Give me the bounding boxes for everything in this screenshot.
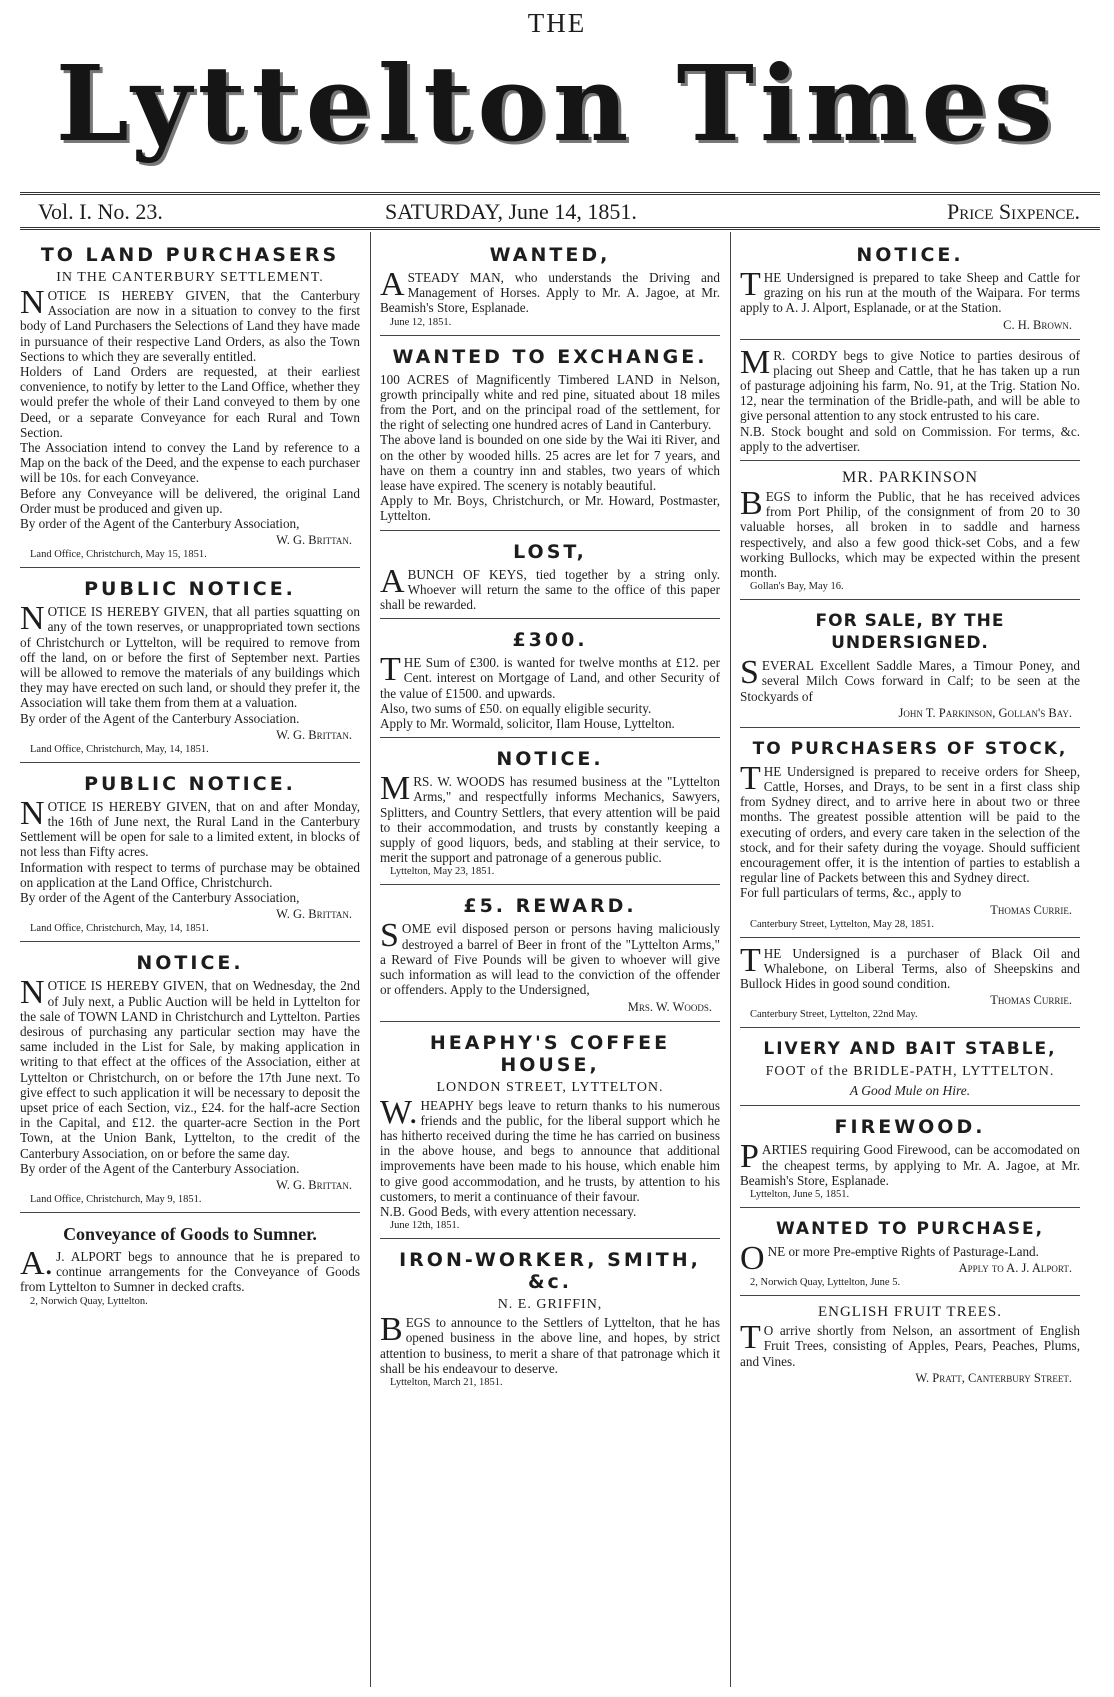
- ad-body: BEGS to inform the Public, that he has received advices from Port Philip, of the consignment of from 20 to 30 valuable horses, all broken in to saddle and harness respectively, and also a few good thick-set Cobs, and a few working Bullocks, which may be expected within the present month.: [740, 485, 1080, 581]
- ad-notice-auction: [20, 946, 360, 1213]
- ad-body: N.B. Good Beds, with every attention necessary.: [380, 1203, 637, 1219]
- ad-body: MRS. W. WOODS has resumed business at the "Lyttelton Arms," and respectfully informs Mechanics, Sawyers, Splitters, and Country Settlers, that every attention will be paid to their accommodation, and trusts by constantly keeping a supply of good liquors, beds, and stabling at their service, to merit the support and patronage of a generous public.: [380, 770, 720, 866]
- ad-dateline: Canterbury Street, Lyttelton, 22nd May.: [750, 1009, 918, 1021]
- ad-body: ASTEADY MAN, who understands the Driving and Management of Horses. Apply to Mr. A. Jagoe, at Mr. Beamish's Store, Esplanade.: [380, 266, 720, 316]
- ad-body: Apply to Mr. Wormald, solicitor, Ilam House, Lyttelton.: [380, 716, 675, 732]
- ad-wanted-exchange: [380, 340, 720, 531]
- ad-dateline: Canterbury Street, Lyttelton, May 28, 1851.: [750, 918, 935, 930]
- ad-body: THE Undersigned is a purchaser of Black Oil and Whalebone, on Liberal Terms, also of Sheepskins and Bullock Hides in good sound condition.: [740, 941, 1080, 992]
- column-middle: [380, 238, 720, 1688]
- ad-dateline: Gollan's Bay, May 16.: [750, 581, 844, 593]
- ad-fruit-trees: [740, 1300, 1080, 1392]
- ad-body: PARTIES requiring Good Firewood, can be accomodated on the cheapest terms, by applying to Mr. A. Jagoe, at Mr. Beamish's Store, Esplanade.: [740, 1138, 1080, 1188]
- ad-land-purchasers: [20, 238, 360, 568]
- ad-heading: £300.: [512, 629, 588, 652]
- ad-body: MR. CORDY begs to give Notice to parties desirous of placing out Sheep and Cattle, that he has taken up a run of pasturage adjoining his farm, No. 91, at the Trig. Station No. 12, near the termination of the Bridle-path, and will be able to give personal attention to any stock entrusted to his care.: [740, 343, 1080, 424]
- ad-heading: WANTED,: [489, 244, 611, 266]
- column-right: [740, 238, 1080, 1688]
- ad-body: N.B. Stock bought and sold on Commission. For terms, &c. apply to the advertiser.: [740, 423, 1080, 454]
- column-rule: [730, 232, 731, 1687]
- ad-body: ONE or more Pre-emptive Rights of Pasturage-Land.: [740, 1239, 1039, 1277]
- ad-heading: TO PURCHASERS OF STOCK,: [752, 738, 1068, 759]
- ad-body: By order of the Agent of the Canterbury Association.: [20, 1160, 300, 1176]
- ad-body: TO arrive shortly from Nelson, an assortment of English Fruit Trees, consisting of Apples, Pears, Peaches, Plums, and Vines.: [740, 1319, 1080, 1369]
- ad-signature: Thomas Currie.: [990, 993, 1072, 1008]
- ad-heading: IRON-WORKER, SMITH, &c.: [399, 1249, 701, 1294]
- ad-notice-grazing: [740, 238, 1080, 340]
- ad-body: Also, two sums of £50. on equally eligible security.: [380, 700, 652, 716]
- ad-heading: LOST,: [513, 540, 587, 563]
- ad-heading: FOR SALE, BY THE UNDERSIGNED.: [815, 611, 1005, 654]
- ad-heading: WANTED TO PURCHASE,: [775, 1218, 1045, 1239]
- masthead: [0, 0, 1114, 190]
- ad-purchasers-stock: [740, 732, 1080, 938]
- ad-signature: Mrs. W. Woods.: [627, 999, 712, 1014]
- column-left: [20, 238, 360, 1688]
- ad-signature: W. G. Brittan.: [276, 907, 352, 922]
- ad-wanted-man: [380, 238, 720, 336]
- ad-notice-woods: [380, 742, 720, 885]
- ad-signature: C. H. Brown.: [1003, 317, 1072, 332]
- ad-signature: Apply to A. J. Alport.: [958, 1261, 1072, 1276]
- masthead-the: THE: [527, 8, 587, 38]
- ad-subheading: FOOT of the BRIDLE-PATH, LYTTELTON.: [765, 1064, 1055, 1080]
- ad-heading: TO LAND PURCHASERS: [40, 244, 340, 266]
- ad-body: The Association intend to convey the Land by reference to a Map on the back of the Deed, and the expense to each purchaser will be 10s. for each Conveyance.: [20, 440, 360, 486]
- ad-signature: Thomas Currie.: [990, 902, 1072, 917]
- ad-signature: John T. Parkinson, Gollan's Bay.: [898, 705, 1072, 720]
- ad-dateline: 2, Norwich Quay, Lyttelton, June 5.: [750, 1277, 901, 1289]
- ad-body: NOTICE IS HEREBY GIVEN, that on Wednesday, the 2nd of July next, a Public Auction will be held in Lyttelton for the sale of TOWN LAND in Christchurch and Lyttelton. Parties desirous of purchasing any particular section may have the same included in the List for Sale, by making application in writing to that effect at the offices of the Association, either at Lyttelton or Christchurch, on or before the 17th June next. To give effect to such application it will be necessary to deposit the upset price of each Section, viz., £24. for the half-acre Section in the Capital, and £12. the quarter-acre Section in the Port Town, at the Union Bank, Lyttelton, to the credit of the Canterbury Association, on or before the same day.: [20, 974, 360, 1161]
- ad-300-pounds: [380, 623, 720, 738]
- dateline: [20, 192, 1100, 230]
- ad-heading: NOTICE.: [136, 952, 244, 975]
- ad-dateline: Land Office, Christchurch, May 9, 1851.: [30, 1193, 202, 1205]
- ad-tagline: A Good Mule on Hire.: [849, 1083, 971, 1099]
- ad-signature: W. G. Brittan.: [276, 727, 352, 742]
- ad-reward: [380, 889, 720, 1021]
- ad-heading: FIREWOOD.: [834, 1116, 986, 1139]
- ad-conveyance-goods: [20, 1217, 360, 1314]
- ad-dateline: Lyttelton, June 5, 1851.: [750, 1188, 850, 1200]
- ad-dateline: 2, Norwich Quay, Lyttelton.: [30, 1295, 148, 1307]
- ad-iron-worker: [380, 1243, 720, 1395]
- ad-heaphy-coffee-house: [380, 1026, 720, 1240]
- ad-heading: WANTED TO EXCHANGE.: [392, 345, 708, 368]
- ad-heading: NOTICE.: [496, 748, 604, 771]
- volume-number: Vol. I. No. 23.: [38, 199, 163, 224]
- ad-black-oil: [740, 942, 1080, 1029]
- ad-lost-keys: [380, 535, 720, 620]
- ad-firewood: [740, 1110, 1080, 1208]
- ad-body: Information with respect to terms of purchase may be obtained on application at the Land Office, Christchurch.: [20, 859, 360, 890]
- ad-dateline: June 12, 1851.: [390, 316, 452, 328]
- ad-for-sale: [740, 604, 1080, 728]
- ad-body: THE Undersigned is prepared to take Sheep and Cattle for grazing on his run at the mouth of the Waipara. For terms apply to A. J. Alport, Esplanade, or at the Station.: [740, 266, 1080, 316]
- ad-wanted-purchase: [740, 1212, 1080, 1296]
- ad-dateline: Land Office, Christchurch, May, 14, 1851.: [30, 743, 209, 755]
- ad-subheading: LONDON STREET, LYTTELTON.: [436, 1079, 664, 1095]
- ad-signature: W. Pratt, Canterbury Street.: [915, 1370, 1072, 1385]
- ad-signature: W. G. Brittan.: [276, 533, 352, 548]
- ad-body: The above land is bounded on one side by the Wai iti River, and on the other by wooded hills. 25 acres are let for 7 years, and have on them a country inn and stables, two years of which lease have expired. The scenery is notably beautiful.: [380, 432, 720, 494]
- ad-body: For full particulars of terms, &c., apply to: [740, 885, 962, 901]
- ad-dateline: Land Office, Christchurch, May, 14, 1851.: [30, 923, 209, 935]
- ad-heading: NOTICE.: [856, 244, 964, 266]
- ad-body: NOTICE IS HEREBY GIVEN, that on and after Monday, the 16th of June next, the Rural Land in the Canterbury Settlement will be open for sale to a limited extent, in blocks of not less than Fifty acres.: [20, 794, 360, 860]
- ad-public-notice-squatters: [20, 572, 360, 763]
- ad-dateline: Lyttelton, March 21, 1851.: [390, 1376, 503, 1388]
- ad-body: By order of the Agent of the Canterbury Association,: [20, 890, 300, 906]
- ad-body: NOTICE IS HEREBY GIVEN, that all parties squatting on any of the town reserves, or unappropriated town sections of Christchurch or Lyttelton, will be required to remove from off the land, on or before the first of September next. Parties will be allowed to remove the materials of any buildings which they may have erected on such land, or should they prefer it, the Association will take them from them at a valuation.: [20, 600, 360, 711]
- ad-heading: Conveyance of Goods to Sumner.: [63, 1223, 317, 1244]
- ad-subheading: ENGLISH FRUIT TREES.: [817, 1304, 1003, 1321]
- ad-body: Apply to Mr. Boys, Christchurch, or Mr. Howard, Postmaster, Lyttelton.: [380, 493, 720, 524]
- ad-dateline: Land Office, Christchurch, May 15, 1851.: [30, 549, 207, 561]
- issue-date: SATURDAY, June 14, 1851.: [385, 199, 637, 224]
- ad-body: THE Undersigned is prepared to receive orders for Sheep, Cattle, Horses, and Drays, to be sent in a first class ship from Sydney direct, and to arrive here in about two or three months. The greatest possible attention will be paid to the executing of orders, and every care taken in the selection of the stock, and for their safety during the voyage. Should sufficient encouragement offer, it is the intention of parties to establish a regular line of Packets between this and Sydney direct.: [740, 759, 1080, 886]
- ad-body: BEGS to announce to the Settlers of Lyttelton, that he has opened business in the above line, and hopes, by strict attention to business, to merit a share of that patronage which it shall be his endeavour to deserve.: [380, 1311, 720, 1376]
- ad-body: By order of the Agent of the Canterbury Association.: [20, 710, 300, 726]
- ad-heading: HEAPHY'S COFFEE HOUSE,: [429, 1031, 671, 1076]
- ad-body: ABUNCH OF KEYS, tied together by a string only. Whoever will return the same to the office of this paper shall be rewarded.: [380, 562, 720, 613]
- ad-dateline: June 12th, 1851.: [390, 1220, 460, 1232]
- column-rule: [370, 232, 371, 1687]
- ad-parkinson: [740, 465, 1080, 600]
- ad-body: SEVERAL Excellent Saddle Mares, a Timour Poney, and several Milch Cows forward in Calf; to be seen at the Stockyards of: [740, 654, 1080, 704]
- ad-subheading: MR. PARKINSON: [842, 469, 978, 487]
- ad-heading: LIVERY AND BAIT STABLE,: [763, 1039, 1057, 1060]
- ad-body: 100 ACRES of Magnificently Timbered LAND in Nelson, growth principally white and red pine, situated about 18 miles from the Port, and on the principal road of the settlement, for the right of selecting one hundred acres of Land in Canterbury.: [380, 371, 720, 433]
- ad-livery-stable: [740, 1032, 1080, 1106]
- ad-body: NOTICE IS HEREBY GIVEN, that the Canterbury Association are now in a situation to convey to the first body of Land Purchasers the Selections of Land they have made in pursuance of their respective Land Orders, as also the Town Sections to which they are severally entitled.: [20, 284, 360, 364]
- ad-body: W.HEAPHY begs leave to return thanks to his numerous friends and the public, for the liberal support which he has hitherto received during the time he has carried on business in the above house, and begs to announce that additional improvements have been made to his house, which enable him to give good accommodation, and he trusts, by attention to his customers, to merit a continuance of their favour.: [380, 1093, 720, 1204]
- ad-subheading: N. E. GRIFFIN,: [497, 1297, 603, 1313]
- ad-signature: W. G. Brittan.: [276, 1177, 352, 1192]
- ad-dateline: Lyttelton, May 23, 1851.: [390, 866, 495, 878]
- ad-heading: PUBLIC NOTICE.: [84, 578, 296, 601]
- ad-public-notice-rural-land: [20, 767, 360, 942]
- newspaper-title: Lyttelton Times: [55, 42, 1059, 165]
- ad-heading: PUBLIC NOTICE.: [84, 772, 296, 795]
- ad-cordy: [740, 344, 1080, 461]
- ad-body: Holders of Land Orders are requested, at their earliest convenience, to notify by letter to the Land Office, whether they would prefer the whole of their Land conveyed to them by one Deed, or a separate Conveyance for each Rural and Town Section.: [20, 364, 360, 440]
- ad-subheading: IN THE CANTERBURY SETTLEMENT.: [56, 270, 324, 285]
- ad-body: SOME evil disposed person or persons having maliciously destroyed a barrel of Beer in front of the "Lyttelton Arms," a Reward of Five Pounds will be given to whoever will give such information as will lead to the conviction of the offender or offenders. Apply to the Undersigned,: [380, 917, 720, 998]
- ad-body: Before any Conveyance will be delivered, the original Land Order must be produced and given up.: [20, 485, 360, 516]
- ad-heading: £5. REWARD.: [463, 895, 637, 918]
- ad-body: THE Sum of £300. is wanted for twelve months at £12. per Cent. interest on Mortgage of Land, and other Security of the value of £1500. and upwards.: [380, 651, 720, 701]
- ad-body: A.J. ALPORT begs to announce that he is prepared to continue arrangements for the Conveyance of Goods from Lyttelton to Sumner in decked crafts.: [20, 1244, 360, 1295]
- price: Price Sixpence.: [947, 199, 1080, 224]
- ad-body: By order of the Agent of the Canterbury Association,: [20, 516, 300, 532]
